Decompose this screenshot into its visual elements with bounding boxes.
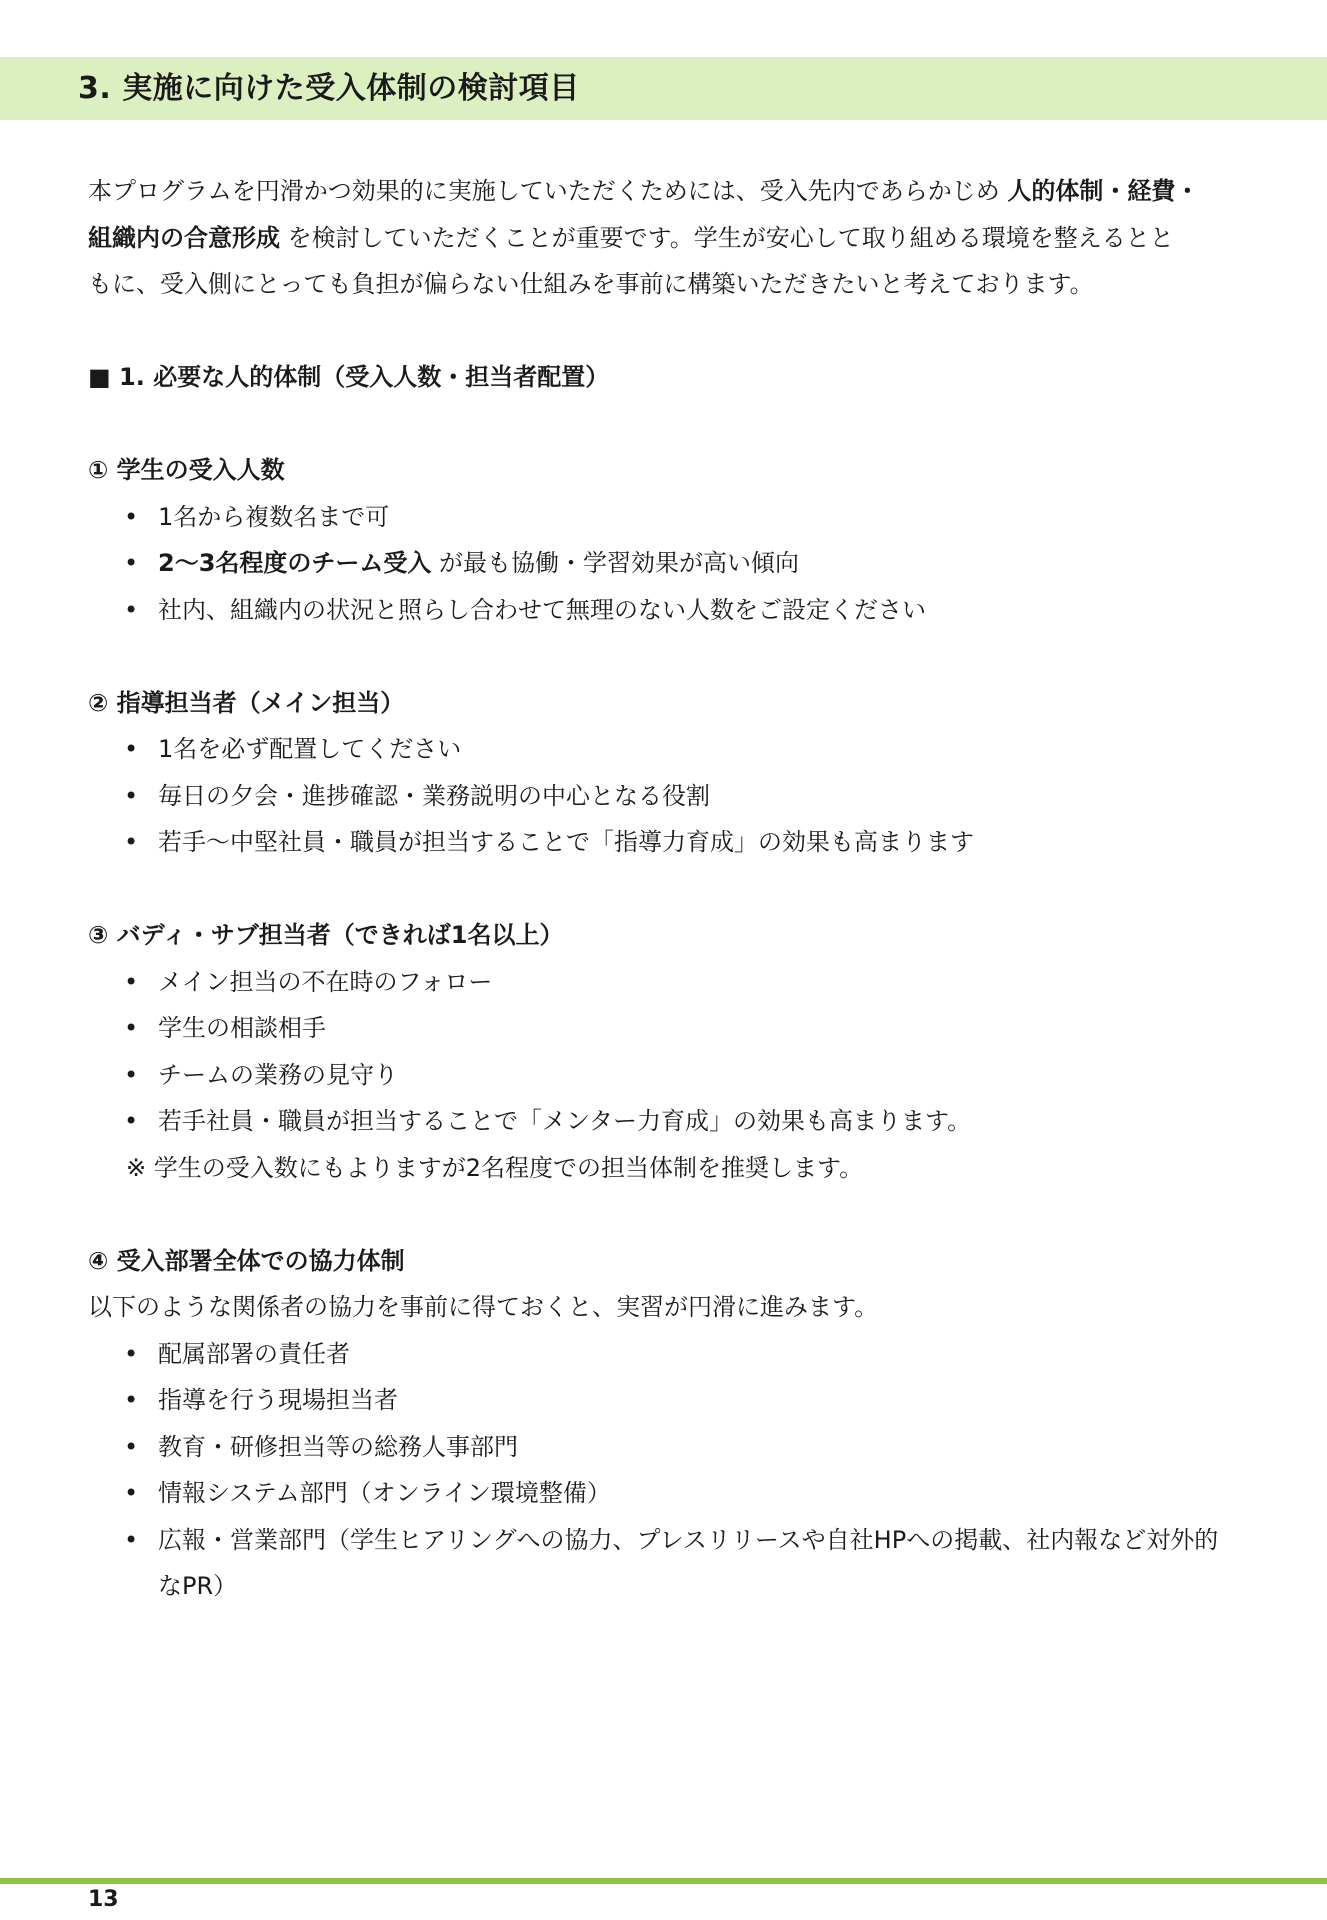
intro-bold-2: 組織内の合意形成 [88, 223, 280, 252]
list-item-text: 配属部署の責任者 [158, 1339, 350, 1368]
sub-3-list [88, 959, 1248, 1145]
list-item-text: 指導を行う現場担当者 [158, 1386, 398, 1414]
list-item [88, 1005, 1248, 1052]
bullet-icon: • [124, 781, 139, 810]
list-item [88, 1098, 1248, 1145]
list-item-text: 1名を必ず配置してください [158, 735, 462, 763]
sub-4-heading: ④ 受入部署全体での協力体制 [88, 1246, 405, 1275]
list-item-text: 社内、組織内の状況と照らし合わせて無理のない人数をご設定ください [158, 595, 926, 624]
list-item [88, 1331, 1248, 1378]
list-item [88, 587, 1248, 634]
list-item-text: 若手社員・職員が担当することで「メンター力育成」の効果も高まります。 [158, 1107, 972, 1135]
section-1-heading: ■ 1. 必要な人的体制（受入人数・担当者配置） [88, 363, 610, 391]
list-item [88, 773, 1248, 820]
bullet-icon: • [124, 967, 139, 996]
bullet-icon: • [124, 1386, 139, 1414]
list-item [88, 1377, 1248, 1424]
sub-4-lead: 以下のような関係者の協力を事前に得ておくと、実習が円滑に進みます。 [88, 1293, 879, 1321]
list-item-text: 情報システム部門（オンライン環境整備） [158, 1479, 611, 1507]
list-item [88, 1424, 1248, 1471]
list-item [88, 819, 1248, 866]
spacer [88, 401, 1248, 448]
sub-2-list [88, 726, 1248, 866]
page-number: 13 [88, 1887, 119, 1912]
spacer [88, 866, 1248, 913]
intro-paragraph [88, 168, 1248, 308]
list-item [88, 1470, 1248, 1517]
bullet-icon: • [124, 549, 139, 577]
list-item-text: チームの業務の見守り [158, 1060, 398, 1089]
sub-3-heading: ③ バディ・サブ担当者（できれば1名以上） [88, 921, 564, 949]
sub-1-heading: ① 学生の受入人数 [88, 456, 285, 484]
list-item-text: が最も協働・学習効果が高い傾向 [431, 549, 800, 577]
sub-2-heading: ② 指導担当者（メイン担当） [88, 688, 405, 717]
bullet-icon: • [124, 1014, 139, 1042]
bullet-icon: • [124, 1060, 139, 1089]
list-item-text-continued: なPR） [158, 1572, 238, 1600]
intro-text-3: もに、受入側にとっても負担が偏らない仕組みを事前に構築いただきたいと考えております。 [88, 270, 1094, 298]
list-item-text: 教育・研修担当等の総務人事部門 [158, 1432, 518, 1461]
intro-text-1: 本プログラムを円滑かつ効果的に実施していただくためには、受入先内であらかじめ [88, 177, 1008, 205]
list-item-text: 1名から複数名まで可 [158, 502, 390, 531]
section-title: 3. 実施に向けた受入体制の検討項目 [78, 71, 580, 106]
list-item [88, 540, 1248, 587]
spacer [88, 308, 1248, 355]
sub-3-note: ※ 学生の受入数にもよりますが2名程度での担当体制を推奨します。 [126, 1153, 864, 1182]
list-item [88, 1052, 1248, 1099]
list-item-text: 毎日の夕会・進捗確認・業務説明の中心となる役割 [158, 781, 710, 810]
intro-bold-1: 人的体制・経費・ [1007, 177, 1200, 205]
bullet-icon: • [124, 1432, 139, 1461]
list-item-text: 若手～中堅社員・職員が担当することで「指導力育成」の効果も高まります [158, 828, 974, 856]
spacer [88, 1191, 1248, 1238]
bullet-icon: • [124, 1107, 139, 1135]
bullet-icon: • [124, 1525, 139, 1554]
list-item-text: 広報・営業部門（学生ヒアリングへの協力、プレスリリースや自社HPへの掲載、社内報など対外的 [158, 1525, 1219, 1554]
list-item [88, 494, 1248, 541]
list-item-bold: 2～3名程度のチーム受入 [158, 549, 432, 577]
sub-4-list [88, 1331, 1248, 1610]
spacer [88, 633, 1248, 680]
intro-text-2: を検討していただくことが重要です。学生が安心して取り組める環境を整えるとと [280, 223, 1174, 252]
bullet-icon: • [124, 595, 139, 624]
footer-rule [0, 1878, 1327, 1884]
bullet-icon: • [124, 502, 139, 531]
list-item [88, 1517, 1248, 1610]
list-item [88, 726, 1248, 773]
page-content [88, 168, 1248, 1610]
sub-1-list [88, 494, 1248, 634]
list-item-text: 学生の相談相手 [158, 1014, 326, 1042]
bullet-icon: • [124, 735, 139, 763]
bullet-icon: • [124, 1479, 139, 1507]
bullet-icon: • [124, 1339, 139, 1368]
list-item [88, 959, 1248, 1006]
list-item-text: メイン担当の不在時のフォロー [158, 967, 493, 996]
bullet-icon: • [124, 828, 139, 856]
